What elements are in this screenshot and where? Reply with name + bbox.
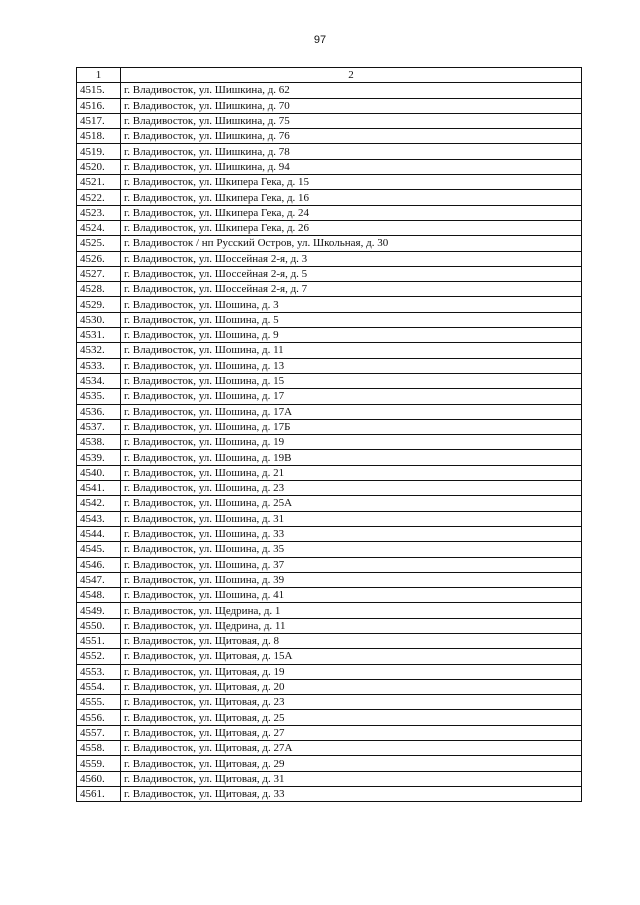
address-cell: г. Владивосток, ул. Щитовая, д. 27А	[121, 741, 582, 756]
table-row	[77, 159, 582, 174]
row-number-cell: 4539.	[77, 450, 121, 465]
address-cell: г. Владивосток, ул. Шишкина, д. 75	[121, 113, 582, 128]
address-cell: г. Владивосток, ул. Шошина, д. 17	[121, 389, 582, 404]
table-row	[77, 190, 582, 205]
table-row	[77, 83, 582, 98]
address-cell: г. Владивосток, ул. Шоссейная 2-я, д. 7	[121, 282, 582, 297]
address-cell: г. Владивосток, ул. Шошина, д. 21	[121, 465, 582, 480]
address-cell: г. Владивосток, ул. Щитовая, д. 31	[121, 771, 582, 786]
table-row	[77, 251, 582, 266]
row-number-cell: 4531.	[77, 328, 121, 343]
row-number-cell: 4548.	[77, 588, 121, 603]
row-number-cell: 4559.	[77, 756, 121, 771]
address-cell: г. Владивосток, ул. Шишкина, д. 78	[121, 144, 582, 159]
table-row	[77, 557, 582, 572]
row-number-cell: 4547.	[77, 572, 121, 587]
table-row	[77, 358, 582, 373]
row-number-cell: 4544.	[77, 526, 121, 541]
row-number-cell: 4549.	[77, 603, 121, 618]
table-row	[77, 450, 582, 465]
address-cell: г. Владивосток, ул. Шошина, д. 31	[121, 511, 582, 526]
table-row	[77, 756, 582, 771]
address-cell: г. Владивосток, ул. Шкипера Гека, д. 15	[121, 175, 582, 190]
row-number-cell: 4532.	[77, 343, 121, 358]
table-row	[77, 633, 582, 648]
table-row	[77, 741, 582, 756]
address-cell: г. Владивосток, ул. Шоссейная 2-я, д. 3	[121, 251, 582, 266]
table-row	[77, 389, 582, 404]
address-cell: г. Владивосток, ул. Шошина, д. 13	[121, 358, 582, 373]
table-row	[77, 144, 582, 159]
row-number-cell: 4524.	[77, 220, 121, 235]
address-cell: г. Владивосток, ул. Шишкина, д. 94	[121, 159, 582, 174]
address-cell: г. Владивосток, ул. Щитовая, д. 25	[121, 710, 582, 725]
address-cell: г. Владивосток, ул. Щитовая, д. 19	[121, 664, 582, 679]
table-row	[77, 129, 582, 144]
address-cell: г. Владивосток, ул. Шкипера Гека, д. 26	[121, 220, 582, 235]
row-number-cell: 4529.	[77, 297, 121, 312]
row-number-cell: 4558.	[77, 741, 121, 756]
row-number-cell: 4526.	[77, 251, 121, 266]
address-cell: г. Владивосток, ул. Щедрина, д. 11	[121, 618, 582, 633]
table-row	[77, 404, 582, 419]
table-row	[77, 220, 582, 235]
row-number-cell: 4533.	[77, 358, 121, 373]
address-cell: г. Владивосток, ул. Шошина, д. 39	[121, 572, 582, 587]
row-number-cell: 4535.	[77, 389, 121, 404]
row-number-cell: 4527.	[77, 266, 121, 281]
row-number-cell: 4530.	[77, 312, 121, 327]
table-row	[77, 113, 582, 128]
row-number-cell: 4554.	[77, 679, 121, 694]
page-number: 97	[313, 34, 327, 46]
row-number-cell: 4523.	[77, 205, 121, 220]
address-cell: г. Владивосток, ул. Шкипера Гека, д. 24	[121, 205, 582, 220]
table-row	[77, 649, 582, 664]
table-row	[77, 542, 582, 557]
address-cell: г. Владивосток, ул. Щитовая, д. 27	[121, 725, 582, 740]
row-number-cell: 4536.	[77, 404, 121, 419]
table-row	[77, 465, 582, 480]
address-cell: г. Владивосток, ул. Щитовая, д. 29	[121, 756, 582, 771]
row-number-cell: 4519.	[77, 144, 121, 159]
table-row	[77, 481, 582, 496]
address-cell: г. Владивосток, ул. Шошина, д. 37	[121, 557, 582, 572]
table-row	[77, 679, 582, 694]
address-cell: г. Владивосток / нп Русский Остров, ул. Школьная, д. 30	[121, 236, 582, 251]
table-row	[77, 297, 582, 312]
row-number-cell: 4537.	[77, 419, 121, 434]
row-number-cell: 4517.	[77, 113, 121, 128]
table-row	[77, 312, 582, 327]
table-row	[77, 266, 582, 281]
row-number-cell: 4553.	[77, 664, 121, 679]
address-cell: г. Владивосток, ул. Шишкина, д. 70	[121, 98, 582, 113]
column-header-address: 2	[121, 68, 582, 83]
row-number-cell: 4557.	[77, 725, 121, 740]
row-number-cell: 4534.	[77, 373, 121, 388]
row-number-cell: 4528.	[77, 282, 121, 297]
address-cell: г. Владивосток, ул. Шишкина, д. 76	[121, 129, 582, 144]
address-cell: г. Владивосток, ул. Щитовая, д. 8	[121, 633, 582, 648]
table-row	[77, 98, 582, 113]
address-cell: г. Владивосток, ул. Шошина, д. 19	[121, 435, 582, 450]
address-cell: г. Владивосток, ул. Щитовая, д. 20	[121, 679, 582, 694]
table-row	[77, 664, 582, 679]
table-row	[77, 572, 582, 587]
address-cell: г. Владивосток, ул. Шошина, д. 5	[121, 312, 582, 327]
table-row	[77, 771, 582, 786]
address-cell: г. Владивосток, ул. Шоссейная 2-я, д. 5	[121, 266, 582, 281]
address-cell: г. Владивосток, ул. Шошина, д. 33	[121, 526, 582, 541]
table-row	[77, 282, 582, 297]
row-number-cell: 4516.	[77, 98, 121, 113]
row-number-cell: 4552.	[77, 649, 121, 664]
address-cell: г. Владивосток, ул. Шошина, д. 9	[121, 328, 582, 343]
row-number-cell: 4546.	[77, 557, 121, 572]
table-row	[77, 328, 582, 343]
table-row	[77, 419, 582, 434]
table-body	[77, 83, 582, 802]
table-row	[77, 511, 582, 526]
table-row	[77, 786, 582, 801]
row-number-cell: 4542.	[77, 496, 121, 511]
column-header-number: 1	[77, 68, 121, 83]
table-row	[77, 175, 582, 190]
table-row	[77, 435, 582, 450]
row-number-cell: 4555.	[77, 695, 121, 710]
row-number-cell: 4515.	[77, 83, 121, 98]
address-cell: г. Владивосток, ул. Шкипера Гека, д. 16	[121, 190, 582, 205]
address-cell: г. Владивосток, ул. Щитовая, д. 15А	[121, 649, 582, 664]
address-cell: г. Владивосток, ул. Щитовая, д. 23	[121, 695, 582, 710]
row-number-cell: 4520.	[77, 159, 121, 174]
row-number-cell: 4561.	[77, 786, 121, 801]
address-cell: г. Владивосток, ул. Шошина, д. 19В	[121, 450, 582, 465]
address-cell: г. Владивосток, ул. Шошина, д. 23	[121, 481, 582, 496]
table-row	[77, 725, 582, 740]
address-cell: г. Владивосток, ул. Шошина, д. 17Б	[121, 419, 582, 434]
address-cell: г. Владивосток, ул. Щедрина, д. 1	[121, 603, 582, 618]
row-number-cell: 4545.	[77, 542, 121, 557]
row-number-cell: 4521.	[77, 175, 121, 190]
table-row	[77, 373, 582, 388]
address-cell: г. Владивосток, ул. Шошина, д. 11	[121, 343, 582, 358]
header-row	[77, 68, 582, 83]
row-number-cell: 4525.	[77, 236, 121, 251]
table-row	[77, 695, 582, 710]
row-number-cell: 4550.	[77, 618, 121, 633]
address-cell: г. Владивосток, ул. Шошина, д. 3	[121, 297, 582, 312]
address-cell: г. Владивосток, ул. Шошина, д. 35	[121, 542, 582, 557]
table-row	[77, 496, 582, 511]
table-row	[77, 710, 582, 725]
row-number-cell: 4518.	[77, 129, 121, 144]
row-number-cell: 4551.	[77, 633, 121, 648]
table-row	[77, 343, 582, 358]
table-row	[77, 588, 582, 603]
address-cell: г. Владивосток, ул. Шошина, д. 41	[121, 588, 582, 603]
address-cell: г. Владивосток, ул. Шошина, д. 15	[121, 373, 582, 388]
row-number-cell: 4543.	[77, 511, 121, 526]
address-cell: г. Владивосток, ул. Шишкина, д. 62	[121, 83, 582, 98]
row-number-cell: 4540.	[77, 465, 121, 480]
table-row	[77, 526, 582, 541]
address-cell: г. Владивосток, ул. Шошина, д. 25А	[121, 496, 582, 511]
table-row	[77, 205, 582, 220]
row-number-cell: 4556.	[77, 710, 121, 725]
row-number-cell: 4541.	[77, 481, 121, 496]
table-header	[77, 68, 582, 83]
table-row	[77, 618, 582, 633]
address-table	[76, 67, 582, 802]
row-number-cell: 4560.	[77, 771, 121, 786]
address-cell: г. Владивосток, ул. Щитовая, д. 33	[121, 786, 582, 801]
row-number-cell: 4522.	[77, 190, 121, 205]
table-row	[77, 603, 582, 618]
address-cell: г. Владивосток, ул. Шошина, д. 17А	[121, 404, 582, 419]
table-row	[77, 236, 582, 251]
row-number-cell: 4538.	[77, 435, 121, 450]
